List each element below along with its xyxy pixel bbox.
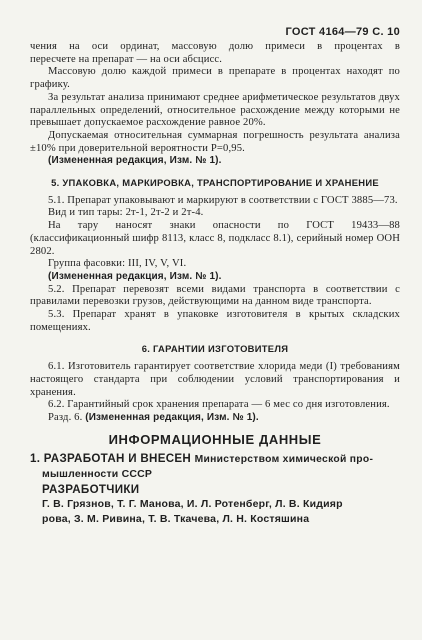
document-body xyxy=(30,41,400,527)
developers-label: РАЗРАБОТЧИКИ xyxy=(42,483,140,497)
paragraph-5-3: 5.3. Препарат хранят в упаковке изготовителя в крытых складских помещениях. xyxy=(30,309,400,333)
razd-amendment: (Измененная редакция, Изм. № 1). xyxy=(85,411,259,423)
paragraph-5-2: 5.2. Препарат перевозят всеми видами транспорта в соответствии с правилами перевозки грузов, действующими на данном виде транспорта. xyxy=(30,283,400,308)
developers-names-1: Г. В. Грязнов, Т. Г. Манова, И. Л. Ротенберг, Л. В. Кидияр xyxy=(42,498,343,511)
razd-prefix: Разд. 6. xyxy=(48,411,83,423)
section-6-amendment xyxy=(30,412,400,425)
paragraph-6-1: 6.1. Изготовитель гарантирует соответствие хлорида меди (I) требованиям настоящего стандарта при соблюдении условий транспортирования и хранения. xyxy=(30,361,400,398)
paragraph-tare-marks: На тару наносят знаки опасности по ГОСТ 19433—88 (классификационный шифр 8113, класс 8, подкласс 8.1), серийный номер ООН 2802. xyxy=(30,220,400,257)
paragraph-error: Допускаемая относительная суммарная погрешность результата анализа ±10% при доверительной вероятности P=0,95. xyxy=(30,129,400,154)
paragraph-5-1: 5.1. Препарат упаковывают и маркируют в соответствии с ГОСТ 3885—73. xyxy=(48,194,398,206)
info-item-1-ministry-a: Министерством химической про- xyxy=(194,454,374,466)
section-5-title: 5. УПАКОВКА, МАРКИРОВКА, ТРАНСПОРТИРОВАНИЕ И ХРАНЕНИЕ xyxy=(51,177,379,189)
paragraph-mass-fraction: Массовую долю каждой примеси в препарате в процентах находят по графику. xyxy=(30,66,400,91)
paragraph-packing-group: Группа фасовки: III, IV, V, VI. xyxy=(48,258,187,270)
running-header: ГОСТ 4164—79 С. 10 xyxy=(285,26,400,38)
amendment-note: (Измененная редакция, Изм. № 1). xyxy=(48,155,222,167)
intro-line-2: пересчете на препарат — на оси абсцисс. xyxy=(30,53,223,65)
developers-names-2: рова, З. М. Ривина, Т. В. Ткачева, Л. Н. Костяшина xyxy=(42,513,310,526)
info-item-1 xyxy=(30,451,400,467)
amendment-note-5: (Измененная редакция, Изм. № 1). xyxy=(48,270,222,282)
info-title: ИНФОРМАЦИОННЫЕ ДАННЫЕ xyxy=(108,431,322,447)
intro-line-1: чения на оси ординат, массовую долю примеси в процентах в xyxy=(30,41,400,52)
info-item-1-ministry-b: мышленности СССР xyxy=(42,468,153,481)
info-item-1-prefix: 1. РАЗРАБОТАН И ВНЕСЕН xyxy=(30,452,192,466)
paragraph-tare-type: Вид и тип тары: 2т-1, 2т-2 и 2т-4. xyxy=(48,207,204,219)
paragraph-6-2: 6.2. Гарантийный срок хранения препарата — 6 мес со дня изготовления. xyxy=(48,399,390,411)
section-6-title: 6. ГАРАНТИИ ИЗГОТОВИТЕЛЯ xyxy=(141,343,289,355)
paragraph-result: За результат анализа принимают среднее арифметическое результатов двух параллельных определений, относительное расхождение между которыми не превышает допускаемое расхождение равное 20%. xyxy=(30,91,400,129)
